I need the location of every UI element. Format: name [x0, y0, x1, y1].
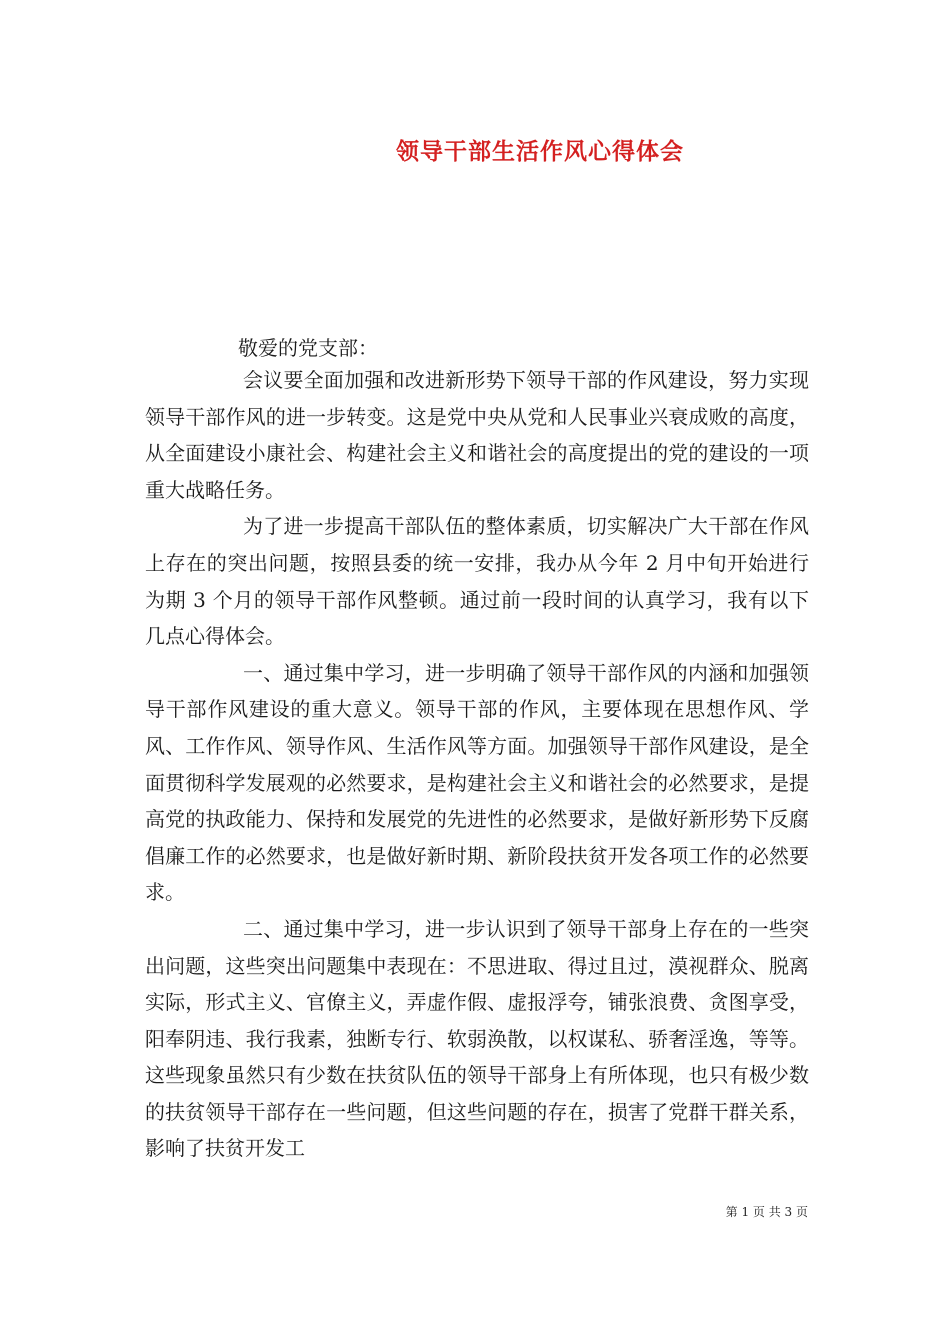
- paragraph-3: 一、通过集中学习，进一步明确了领导干部作风的内涵和加强领导干部作风建设的重大意义。领导干部的作风，主要体现在思想作风、学风、工作作风、领导作风、生活作风等方面。加强领导干部作风建设，是全面贯彻科学发展观的必然要求，是构建社会主义和谐社会的必然要求，是提高党的执政能力、保持和发展党的先进性的必然要求，是做好新形势下反腐倡廉工作的必然要求，也是做好新时期、新阶段扶贫开发各项工作的必然要求。: [145, 660, 809, 905]
- document-title: 领导干部生活作风心得体会: [396, 139, 684, 165]
- paragraph-2: 为了进一步提高干部队伍的整体素质，切实解决广大干部在作风上存在的突出问题，按照县委的统一安排，我办从今年 2 月中旬开始进行为期 3 个月的领导干部作风整顿。通过前一段时间的认真学习，我有以下几点心得体会。: [145, 514, 809, 649]
- paragraph-1: 会议要全面加强和改进新形势下领导干部的作风建设，努力实现领导干部作风的进一步转变。这是党中央从党和人民事业兴衰成败的高度，从全面建设小康社会、构建社会主义和谐社会的高度提出的党的建设的一项重大战略任务。: [145, 368, 809, 502]
- document-body: [145, 362, 809, 1167]
- page-number: 第 1 页 共 3 页: [725, 1205, 808, 1219]
- salutation: 敬爱的党支部：: [238, 336, 378, 360]
- paragraph-4: 二、通过集中学习，进一步认识到了领导干部身上存在的一些突出问题，这些突出问题集中表现在：不思进取、得过且过，漠视群众、脱离实际，形式主义、官僚主义，弄虚作假、虚报浮夸，铺张浪费、贪图享受，阳奉阴违、我行我素，独断专行、软弱涣散，以权谋私、骄奢淫逸，等等。这些现象虽然只有少数在扶贫队伍的领导干部身上有所体现，也只有极少数的扶贫领导干部存在一些问题，但这些问题的存在，损害了党群干群关系，影响了扶贫开发工: [145, 916, 809, 1161]
